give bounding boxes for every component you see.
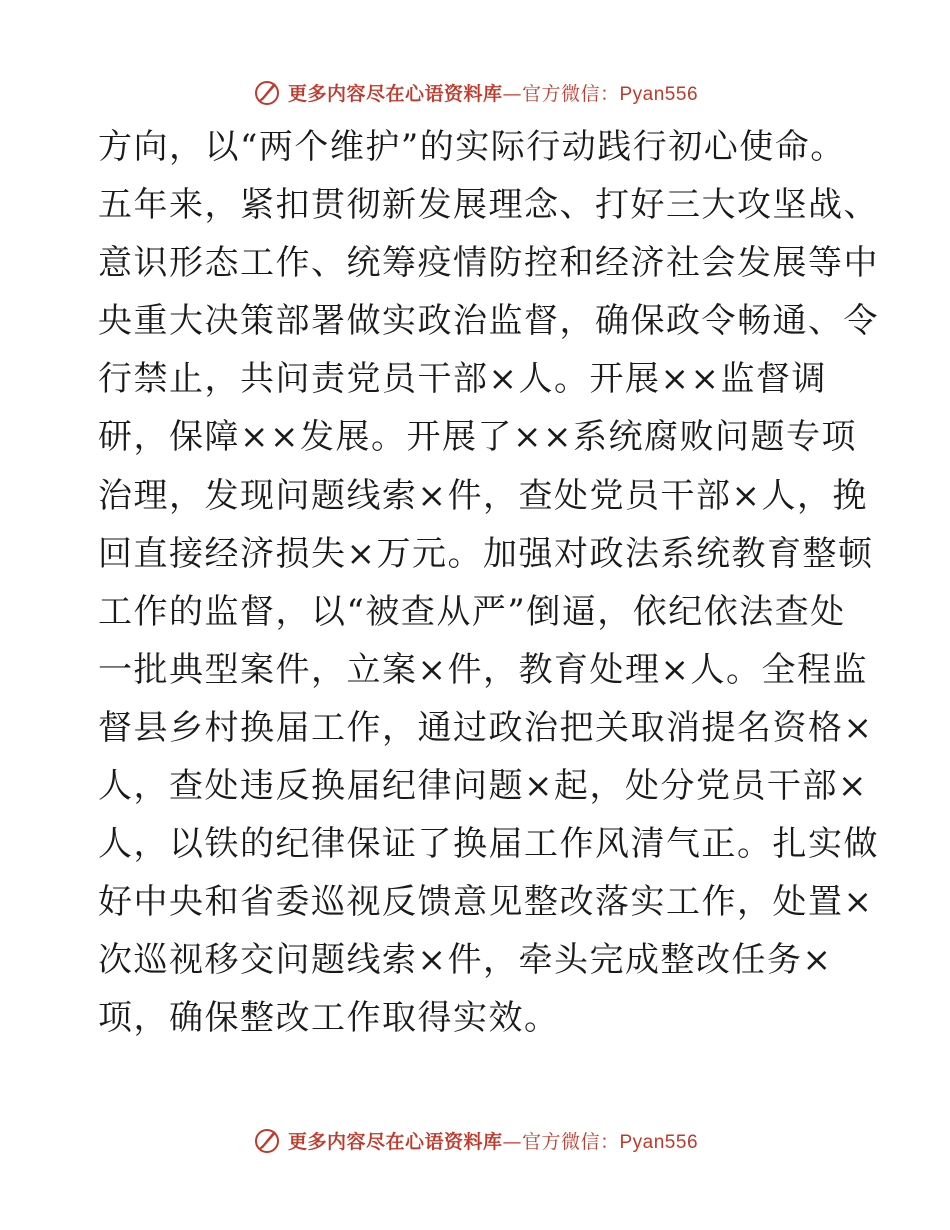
document-body bbox=[98, 118, 879, 1048]
text-line: 督县乡村换届工作，通过政治把关取消提名资格× bbox=[98, 707, 874, 748]
text-line: 项，确保整改工作取得实效。 bbox=[98, 998, 560, 1039]
footer-banner-text bbox=[288, 1127, 698, 1154]
text-line: 人，以铁的纪律保证了换届工作风清气正。扎实做 bbox=[98, 824, 879, 865]
footer-wechat-label: 官方微信： bbox=[521, 1130, 620, 1153]
text-line: 工作的监督，以“被查从严”倒逼，依纪依法查处 bbox=[98, 591, 846, 632]
text-line: 治理，发现问题线索×件，查处党员干部×人，挽 bbox=[98, 475, 868, 516]
text-line: 行禁止，共问责党员干部×人。开展××监督调 bbox=[98, 359, 827, 400]
header-wechat-label: 官方微信： bbox=[521, 82, 620, 105]
header-brand: 更多内容尽在心语资料库 bbox=[287, 82, 503, 105]
feather-pen-logo-icon bbox=[252, 1125, 282, 1155]
text-line: 一批典型案件，立案×件，教育处理×人。全程监 bbox=[98, 649, 868, 690]
feather-pen-logo-icon bbox=[252, 77, 282, 107]
header-banner-text bbox=[288, 79, 698, 106]
header-wechat-id: Pyan556 bbox=[619, 83, 699, 105]
footer-brand: 更多内容尽在心语资料库 bbox=[287, 1130, 503, 1153]
text-line: 人，查处违反换届纪律问题×起，处分党员干部× bbox=[98, 766, 868, 807]
text-line: 研，保障××发展。开展了××系统腐败问题专项 bbox=[98, 417, 857, 458]
footer-dash: — bbox=[502, 1130, 522, 1153]
footer-wechat-id: Pyan556 bbox=[619, 1131, 699, 1153]
text-line: 次巡视移交问题线索×件，牵头完成整改任务× bbox=[98, 940, 833, 981]
text-line: 回直接经济损失×万元。加强对政法系统教育整顿 bbox=[98, 533, 874, 574]
header-dash: — bbox=[502, 82, 522, 105]
footer-banner bbox=[0, 1120, 950, 1160]
text-line: 五年来，紧扣贯彻新发展理念、打好三大攻坚战、 bbox=[98, 185, 879, 226]
text-line: 好中央和省委巡视反馈意见整改落实工作，处置× bbox=[98, 882, 874, 923]
text-line: 央重大决策部署做实政治监督，确保政令畅通、令 bbox=[98, 301, 879, 342]
header-banner bbox=[0, 72, 950, 112]
text-line: 意识形态工作、统筹疫情防控和经济社会发展等中 bbox=[98, 243, 879, 284]
text-line: 方向，以“两个维护”的实际行动践行初心使命。 bbox=[98, 127, 846, 167]
